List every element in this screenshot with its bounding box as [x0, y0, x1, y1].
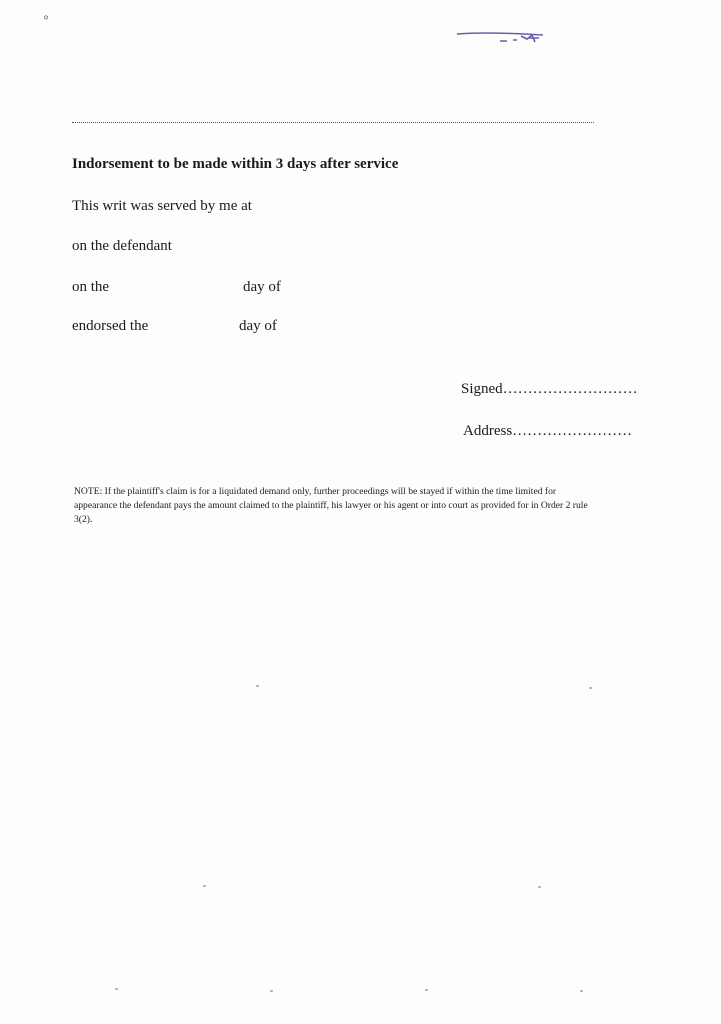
address-field: Address……………………: [463, 423, 633, 439]
scan-speck: [115, 988, 118, 990]
scan-speck: [203, 885, 206, 887]
corner-mark: °: [42, 11, 51, 28]
scan-speck: [538, 886, 541, 888]
day-of-label-endorsed: day of: [239, 318, 277, 334]
scan-speck: [425, 989, 428, 991]
served-by-line: This writ was served by me at: [72, 198, 252, 214]
day-of-label: day of: [243, 279, 281, 295]
scan-speck: [589, 687, 592, 689]
endorsed-label: endorsed the: [72, 318, 149, 334]
scan-speck: [580, 990, 583, 992]
on-the-label: on the: [72, 279, 110, 295]
dotted-divider: [72, 122, 594, 123]
defendant-line: on the defendant: [72, 238, 172, 254]
scan-speck: [270, 990, 273, 992]
indorsement-heading: Indorsement to be made within 3 days after service: [72, 156, 399, 172]
stamp-scribble-icon: [455, 26, 550, 48]
signed-field: Signed………………………: [461, 381, 638, 397]
note-paragraph: NOTE: If the plaintiff's claim is for a liquidated demand only, further proceedings will be stayed if within the time limited for appearance the defendant pays the amount claimed to the plaintiff, his lawyer or his agent or into court as provided for in Order 2 rule 3(2).: [74, 486, 588, 525]
scan-speck: [256, 685, 259, 687]
